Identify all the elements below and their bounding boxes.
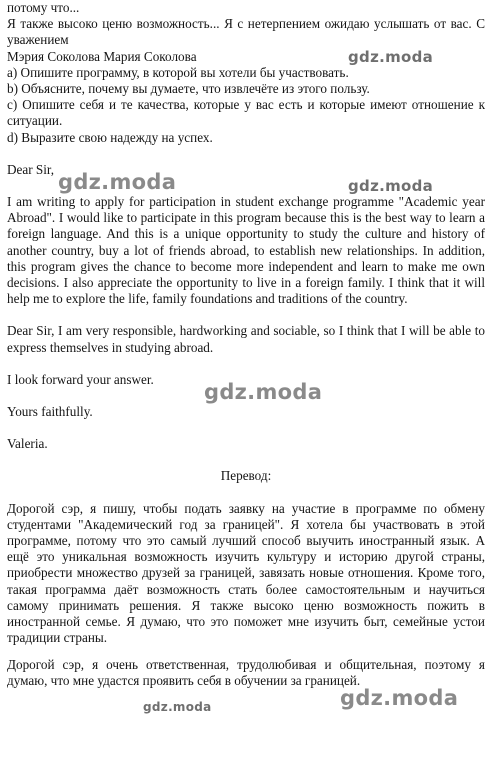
task-item: a) Опишите программу, в которой вы хотели бы участвовать. — [7, 64, 349, 80]
translation-paragraph: Дорогой сэр, я пишу, чтобы подать заявку на участие в программе по обмену студентами "Академический год за границей". Я хотела бы участвовать в этой программе, потому что это самый лучший способ выучить иностранный язык. А ещё это уникальная возможность изучить культуру и историю другой страны, приобрести множество друзей за границей, завязать новые отношения. Кроме того, такая программа даёт возможность стать более самостоятельным и научиться самому принимать решения. Я также высоко ценю возможность пожить в иностранной семье. Я думаю, что это поможет мне изучить быт, семейные устои традиции страны. — [7, 500, 485, 646]
watermark: gdz.moda — [348, 48, 434, 66]
translation-paragraph: Дорогой сэр, я очень ответственная, трудолюбивая и общительная, поэтому я думаю, что мне удастся проявить себя в обучении за границей. — [7, 656, 485, 688]
header-line: Мэрия Соколова Мария Соколова — [7, 48, 197, 64]
letter-signature: Valeria. — [7, 436, 48, 452]
letter-sign-off: Yours faithfully. — [7, 404, 93, 420]
task-item: b) Объясните, почему вы думаете, что извлечёте из этого пользу. — [7, 81, 370, 97]
letter-paragraph: Dear Sir, I am very responsible, hardworking and sociable, so I think that I will be able to express themselves in studying abroad. — [7, 323, 485, 355]
task-item: d) Выразите свою надежду на успех. — [7, 129, 213, 145]
watermark: gdz.moda — [143, 700, 212, 714]
translation-heading: Перевод: — [220, 468, 272, 484]
header-line: потому что... — [7, 0, 80, 15]
header-line: Я также высоко ценю возможность... Я с нетерпением ожидаю услышать от вас. С уважением — [7, 16, 485, 48]
letter-closing-line: I look forward your answer. — [7, 371, 154, 387]
watermark: gdz.moda — [204, 380, 323, 404]
task-item: c) Опишите себя и те качества, которые у вас есть и которые имеют отношение к ситуации. — [7, 97, 485, 129]
letter-greeting: Dear Sir, — [7, 161, 55, 177]
watermark: gdz.moda — [348, 177, 434, 195]
letter-paragraph: I am writing to apply for participation in student exchange programme "Academic year Abroad". I would like to participate in this program because this is the best way to learn a foreign language. And this is a unique opportunity to study the culture and history of another country, buy a lot of friends abroad, to establish new relationships. In addition, this program gives the chance to become more independent and learn to make me own decisions. I also appreciate the opportunity to live in a foreign family. I think that it will help me to explore the life, family foundations and traditions of the country. — [7, 194, 485, 307]
watermark: gdz.moda — [340, 686, 459, 710]
document-page — [7, 0, 485, 689]
watermark: gdz.moda — [58, 170, 177, 194]
